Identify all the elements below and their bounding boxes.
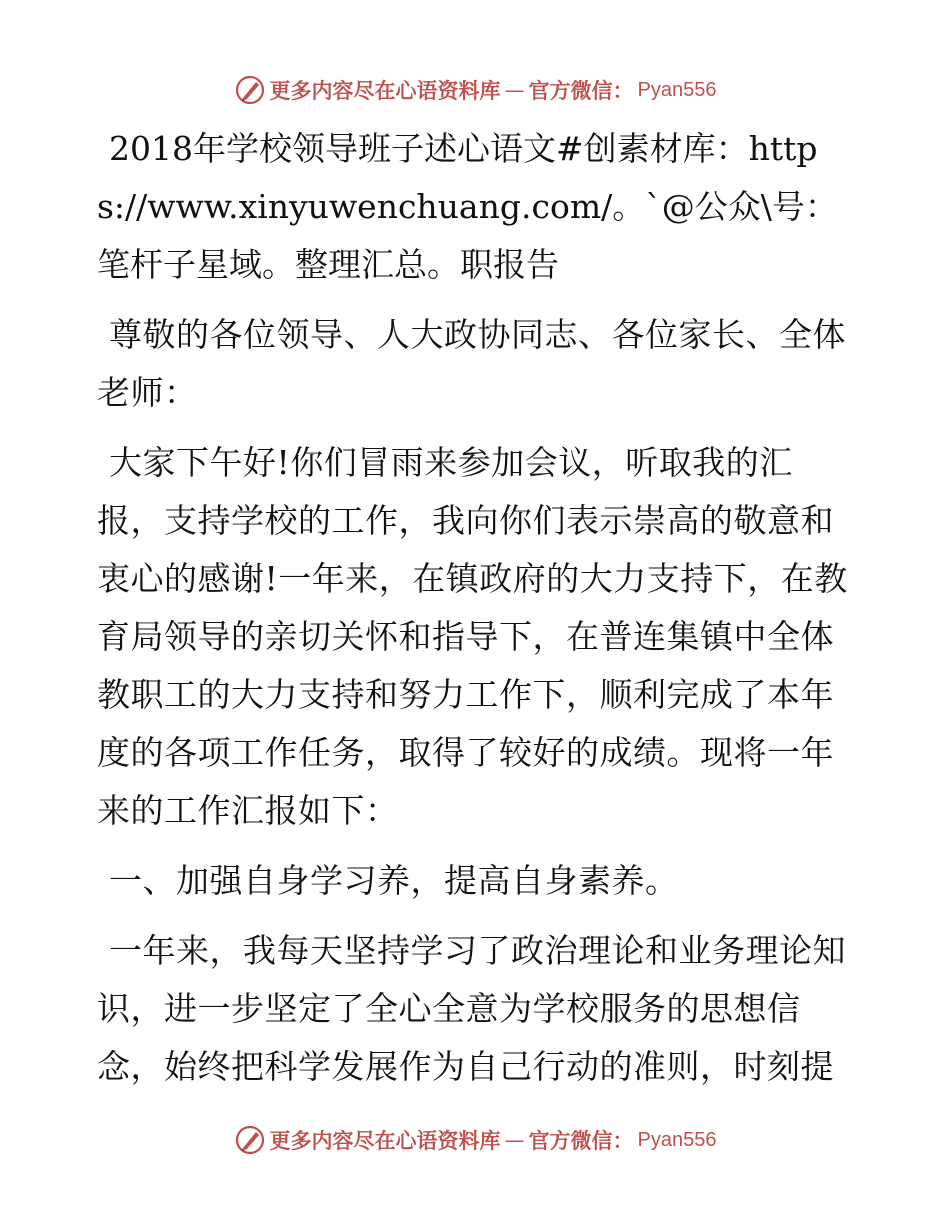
watermark-wechat-id: Pyan556	[637, 78, 717, 101]
document-body	[97, 120, 857, 1108]
document-title: 2018年学校领导班子述心语文#创素材库：https://www.xinyuwenchuang.com/。`@公众\号：笔杆子星域。整理汇总。职报告	[97, 129, 838, 284]
intro-paragraph: 大家下午好!你们冒雨来参加会议，听取我的汇报，支持学校的工作，我向你们表示崇高的敬意和衷心的感谢!一年来，在镇政府的大力支持下，在教育局领导的亲切关怀和指导下，在普连集镇中全体教职工的大力支持和努力工作下，顺利完成了本年度的各项工作任务，取得了较好的成绩。现将一年来的工作汇报如下：	[97, 443, 848, 830]
header-watermark	[0, 72, 950, 108]
greeting-paragraph: 尊敬的各位领导、人大政协同志、各位家长、全体老师：	[97, 315, 846, 412]
watermark-site-text: 更多内容尽在心语资料库	[269, 79, 501, 103]
quill-pen-icon	[234, 1124, 266, 1156]
watermark-label: 官方微信：	[528, 79, 634, 103]
watermark-wechat-id: Pyan556	[637, 1128, 717, 1151]
section-heading: 一、加强自身学习养，提高自身素养。	[109, 861, 679, 900]
watermark-dash: —	[504, 78, 525, 102]
watermark-label: 官方微信：	[528, 1129, 634, 1153]
watermark-site-text: 更多内容尽在心语资料库	[269, 1129, 501, 1153]
footer-watermark	[0, 1122, 950, 1158]
quill-pen-icon	[234, 74, 266, 106]
watermark-dash: —	[504, 1128, 525, 1152]
section-body-paragraph: 一年来，我每天坚持学习了政治理论和业务理论知识，进一步坚定了全心全意为学校服务的思想信念，始终把科学发展作为自己行动的准则，时刻提	[97, 931, 846, 1086]
